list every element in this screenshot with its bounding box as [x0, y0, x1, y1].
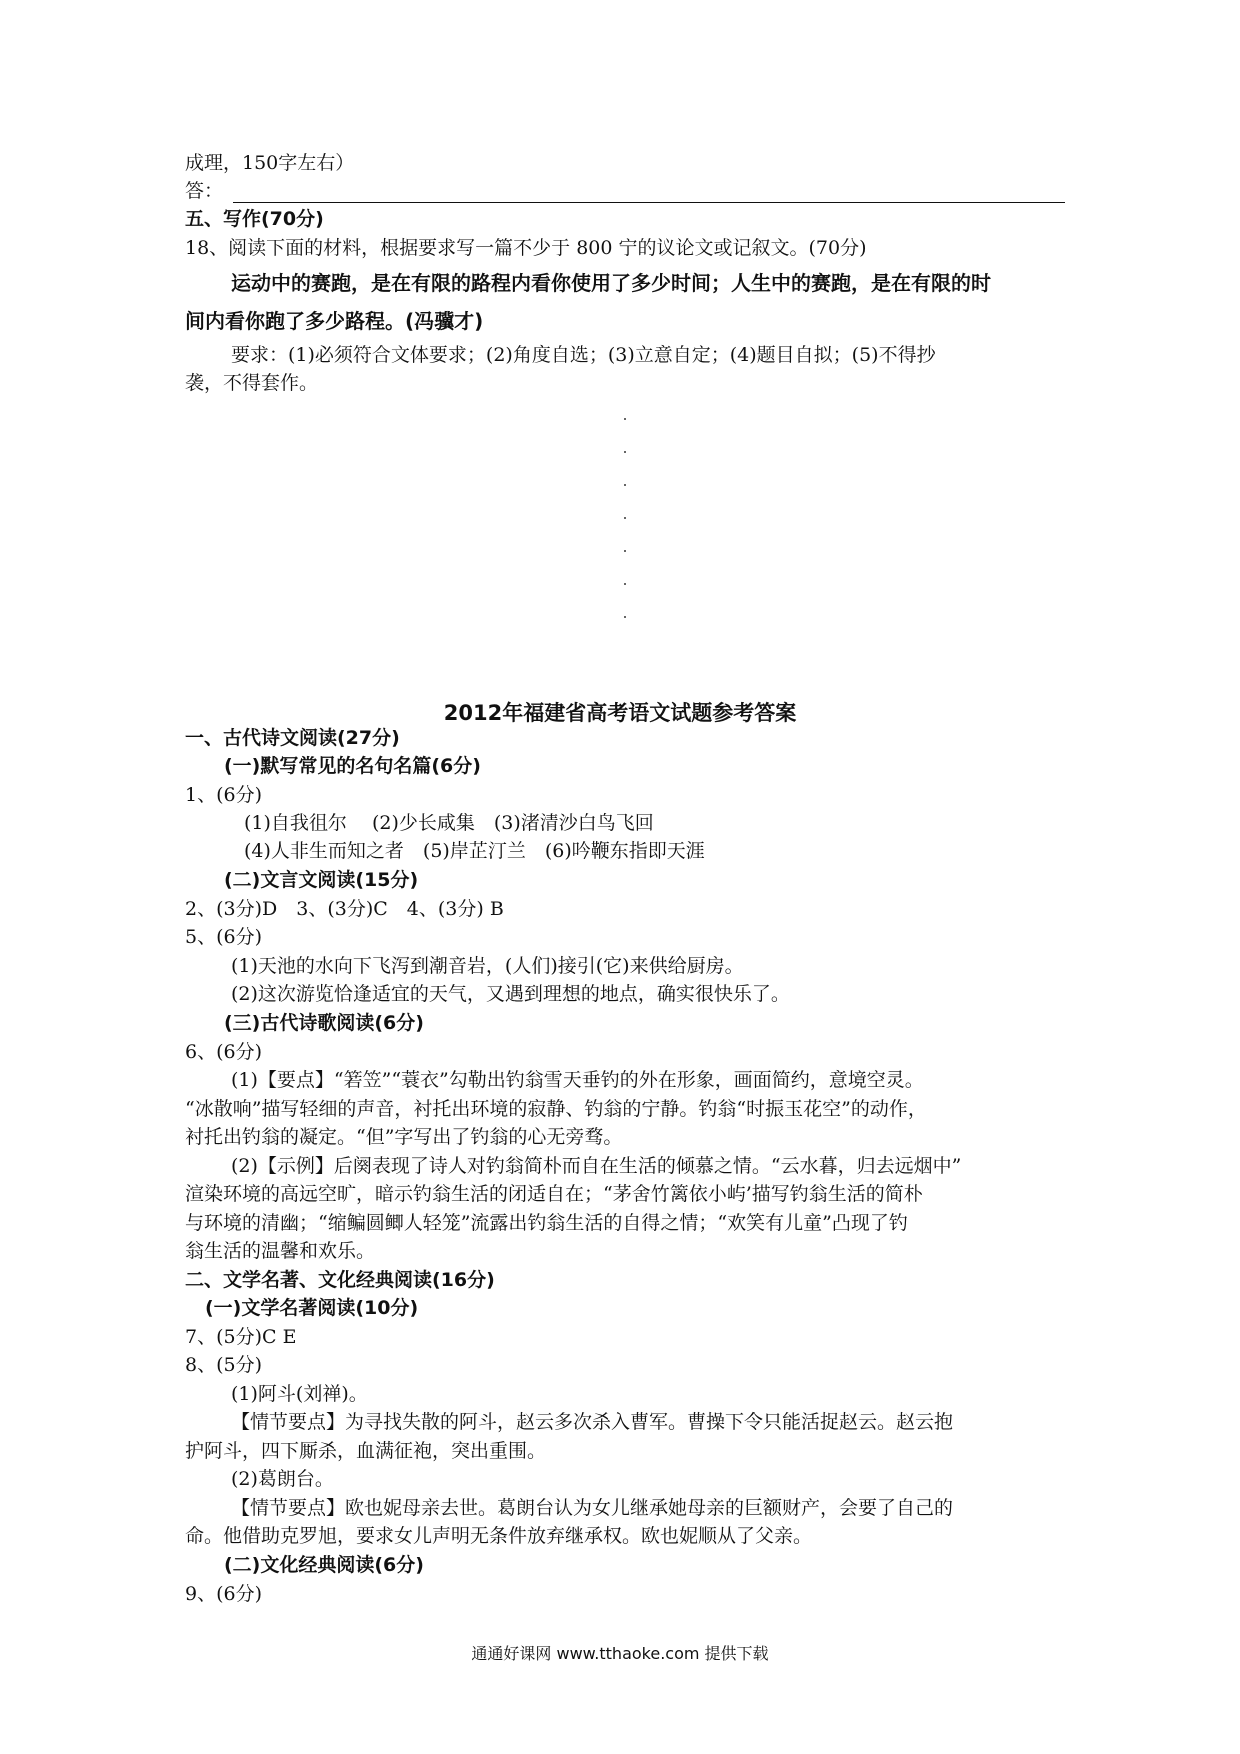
page-footer: 通通好课网 www.tthaoke.com 提供下载: [471, 1644, 769, 1663]
answer-line: 2、(3分)D 3、(3分)C 4、(3分) B: [185, 898, 504, 920]
text-line: 成理，150字左右）: [185, 152, 355, 174]
requirements-line: 袭，不得套作。: [185, 372, 319, 394]
answer-line: 护阿斗，四下厮杀，血满征袍，突出重围。: [185, 1440, 547, 1462]
answer-line: (2)这次游览恰逢适宜的天气，又遇到理想的地点，确实很快乐了。: [231, 983, 790, 1005]
answer-line: 衬托出钓翁的凝定。“但”字写出了钓翁的心无旁骛。: [185, 1126, 623, 1148]
answer-line: 渲染环境的高远空旷，暗示钓翁生活的闭适自在；“茅舍竹篱依小屿’描写钓翁生活的简朴: [185, 1183, 923, 1205]
dotted-separator: [624, 418, 626, 649]
answer-line: (1)阿斗(刘禅)。: [231, 1383, 368, 1405]
answer-line: (1)自我徂尔 (2)少长咸集 (3)渚清沙白鸟飞回: [244, 812, 654, 834]
question-number: 6、(6分): [185, 1041, 263, 1063]
answer-line: (2)葛朗台。: [231, 1468, 334, 1490]
answer-line: (1)【要点】“箬笠”“蓑衣”勾勒出钓翁雪天垂钓的外在形象，画面简约，意境空灵。: [231, 1069, 924, 1091]
answer-line: 翁生活的温馨和欢乐。: [185, 1240, 376, 1262]
subsection-heading: (一)默写常见的名句名篇(6分): [224, 755, 481, 777]
question-number: 5、(6分): [185, 926, 263, 948]
answer-line: (1)天池的水向下飞泻到潮音岩，(人们)接引(它)来供给厨房。: [231, 955, 744, 977]
answer-line: 【情节要点】欧也妮母亲去世。葛朗台认为女儿继承她母亲的巨额财产，会要了自己的: [231, 1497, 954, 1519]
question-number: 9、(6分): [185, 1583, 263, 1605]
answer-line: 7、(5分)C E: [185, 1326, 297, 1348]
answer-line: 【情节要点】为寻找失散的阿斗，赵云多次杀入曹军。曹操下令只能活捉赵云。赵云抱: [231, 1411, 954, 1433]
answer-underline: [233, 202, 1065, 203]
answer-label: 答：: [185, 180, 224, 202]
section-heading: 一、古代诗文阅读(27分): [185, 727, 400, 749]
quote-line: 间内看你跑了多少路程。(冯骥才): [185, 309, 484, 333]
subsection-heading: (二)文言文阅读(15分): [224, 869, 419, 891]
question-number: 8、(5分): [185, 1354, 263, 1376]
subsection-heading: (二)文化经典阅读(6分): [224, 1554, 424, 1576]
question-number: 1、(6分): [185, 784, 263, 806]
section-heading: 五、写作(70分): [185, 208, 324, 230]
answer-line: 与环境的清幽；“缩鳊圆鲫人轻笼”流露出钓翁生活的自得之情；“欢笑有儿童”凸现了钓: [185, 1212, 908, 1234]
answer-line: “冰散响”描写轻细的声音，衬托出环境的寂静、钓翁的宁静。钓翁“时振玉花空”的动作，: [185, 1098, 927, 1120]
requirements-line: 要求：(1)必须符合文体要求；(2)角度自选；(3)立意自定；(4)题目自拟；(5)不得抄: [231, 344, 936, 366]
quote-line: 运动中的赛跑，是在有限的路程内看你使用了多少时间；人生中的赛跑，是在有限的时: [231, 271, 991, 295]
question-18: 18、阅读下面的材料，根据要求写一篇不少于 800 宁的议论文或记叙文。(70分): [185, 237, 867, 259]
answer-line: (2)【示例】后阕表现了诗人对钓翁简朴而自在生活的倾慕之情。“云水暮，归去远烟中”: [231, 1155, 962, 1177]
answer-line: 命。他借助克罗旭，要求女儿声明无条件放弃继承权。欧也妮顺从了父亲。: [185, 1525, 813, 1547]
answers-title: 2012年福建省高考语文试题参考答案: [443, 701, 797, 725]
subsection-heading: (一)文学名著阅读(10分): [205, 1297, 419, 1319]
answer-line: (4)人非生而知之者 (5)岸芷汀兰 (6)吟鞭东指即天涯: [244, 840, 705, 862]
subsection-heading: (三)古代诗歌阅读(6分): [224, 1012, 424, 1034]
section-heading: 二、文学名著、文化经典阅读(16分): [185, 1269, 495, 1291]
